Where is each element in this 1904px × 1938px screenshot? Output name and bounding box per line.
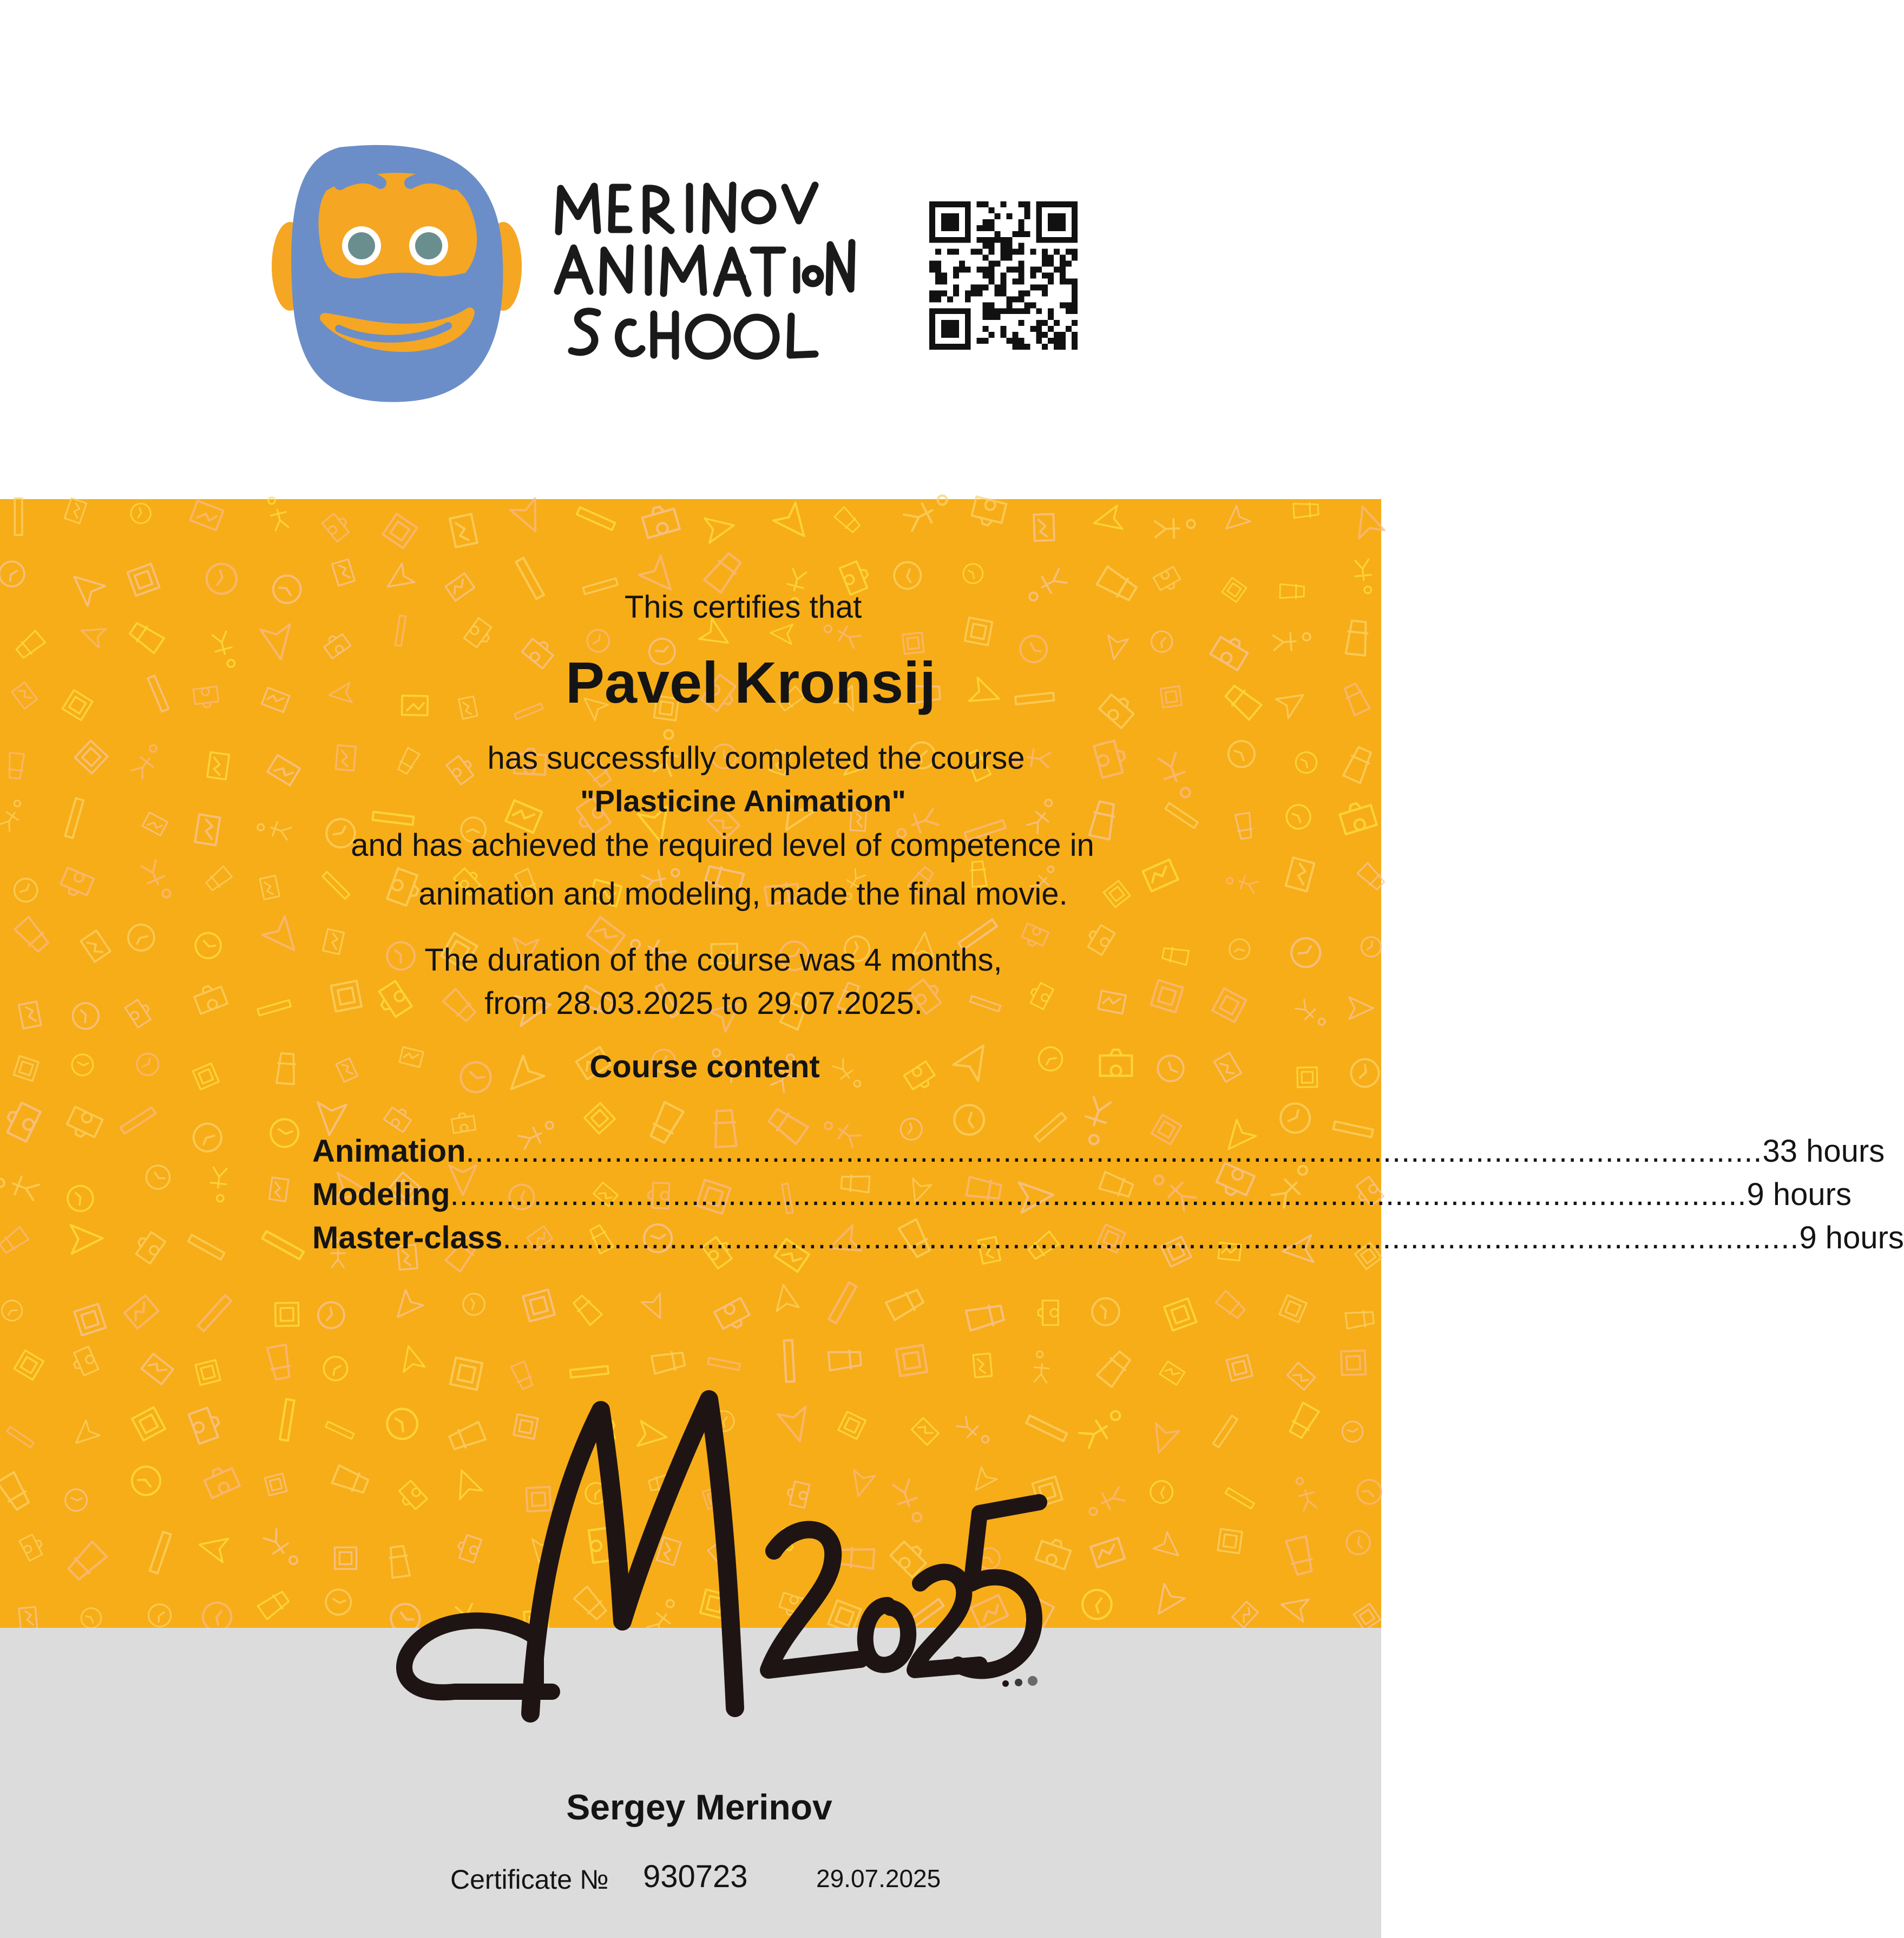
doodle-icon — [772, 1283, 799, 1311]
school-wordmark-logo — [548, 179, 872, 379]
doodle-icon — [6, 1423, 34, 1451]
doodle-icon — [890, 558, 924, 592]
doodle-icon — [398, 1344, 425, 1372]
doodle-icon — [1216, 1291, 1246, 1320]
doodle-icon — [450, 514, 477, 547]
doodle-icon — [1294, 502, 1318, 518]
doodle-icon — [896, 1345, 927, 1376]
dot-leader: ............................................................................................................................................ — [502, 1220, 1800, 1255]
duration-line: The duration of the course was 4 months, — [424, 942, 1002, 978]
doodle-icon — [265, 1114, 304, 1153]
subject-label: Modeling — [312, 1177, 450, 1212]
doodle-icon — [1286, 1536, 1314, 1575]
recipient-name: Pavel Kronsij — [565, 650, 936, 715]
doodle-icon — [961, 562, 984, 585]
doodle-icon — [705, 1345, 743, 1383]
course-hours-list — [312, 1133, 1904, 1263]
doodle-icon — [1153, 1532, 1185, 1563]
doodle-icon — [835, 507, 861, 534]
doodle-icon — [74, 1304, 106, 1335]
doodle-icon — [1278, 1593, 1309, 1622]
doodle-icon — [1155, 519, 1196, 539]
doodle-icon — [1160, 1361, 1185, 1385]
doodle-icon — [69, 1420, 100, 1450]
doodle-icon — [764, 1336, 814, 1386]
doodle-icon — [0, 1472, 31, 1511]
doodle-icon — [67, 1184, 94, 1212]
doodle-icon — [1209, 1415, 1242, 1448]
hours-row — [312, 1176, 1852, 1220]
doodle-icon — [1345, 1529, 1372, 1556]
doodle-icon — [65, 1107, 103, 1142]
doodle-icon — [1353, 1475, 1387, 1509]
subject-hours: 33 hours — [1762, 1134, 1885, 1169]
doodle-icon — [575, 497, 617, 540]
completed-line: has successfully completed the course — [487, 741, 1025, 776]
doodle-icon — [389, 1290, 423, 1325]
doodle-icon — [1147, 1423, 1179, 1457]
doodle-icon — [1034, 514, 1054, 541]
doodle-icon — [641, 503, 680, 538]
doodle-icon — [2, 1100, 41, 1141]
competence-line: and has achieved the required level of competence in — [351, 828, 1094, 863]
doodle-icon — [1224, 1483, 1255, 1514]
doodle-icon — [704, 552, 743, 593]
dot-leader: ............................................................................................................................................ — [450, 1177, 1747, 1212]
doodle-icon — [322, 511, 352, 542]
doodle-icon — [67, 1542, 107, 1582]
doodle-icon — [0, 1169, 40, 1202]
doodle-icon — [523, 1289, 555, 1321]
subject-label: Master-class — [312, 1220, 503, 1255]
final-movie-line: animation and modeling, made the final movie. — [418, 876, 1068, 912]
doodle-icon — [142, 1161, 174, 1194]
doodle-icon — [510, 499, 548, 538]
handwritten-signature — [373, 1389, 1055, 1724]
doodle-icon — [209, 1167, 228, 1202]
doodle-icon — [1226, 1355, 1252, 1381]
doodle-icon — [14, 1350, 43, 1379]
doodle-icon — [1279, 1295, 1307, 1322]
qr-code-icon — [929, 201, 1078, 350]
doodle-icon — [1164, 1298, 1197, 1331]
doodle-icon — [461, 1291, 488, 1318]
doodle-icon — [319, 1353, 351, 1385]
certificate-header — [0, 0, 1381, 499]
doodle-icon — [572, 1294, 602, 1325]
signer-name: Sergey Merinov — [566, 1787, 832, 1827]
mascot-logo-icon — [275, 142, 518, 404]
doodle-icon — [1147, 1477, 1177, 1507]
doodle-icon — [1038, 1300, 1058, 1325]
doodle-icon — [973, 1353, 992, 1377]
certifies-intro: This certifies that — [624, 590, 862, 625]
doodle-icon — [262, 1528, 300, 1570]
doodle-icon — [886, 1287, 925, 1320]
doodle-icon — [511, 1361, 534, 1390]
doodle-icon — [829, 1350, 862, 1371]
doodle-icon — [705, 513, 736, 543]
doodle-icon — [144, 1600, 175, 1631]
doodle-icon — [120, 1102, 157, 1139]
doodle-icon — [124, 1295, 159, 1328]
doodle-icon — [1097, 1350, 1132, 1387]
doodle-icon — [970, 496, 1006, 528]
doodle-icon — [19, 1607, 37, 1630]
doodle-icon — [0, 1227, 29, 1255]
doodle-icon — [773, 503, 815, 545]
doodle-icon — [258, 1590, 290, 1620]
doodle-icon — [1287, 1363, 1315, 1390]
doodle-icon — [1079, 1408, 1127, 1449]
certificate-number: 930723 — [643, 1859, 748, 1894]
doodle-icon — [196, 1533, 228, 1562]
doodle-icon — [1, 1300, 23, 1321]
hours-row — [312, 1220, 1904, 1263]
doodle-icon — [62, 1485, 91, 1515]
doodle-icon — [196, 1295, 233, 1332]
doodle-icon — [313, 1297, 350, 1334]
doodle-icon — [451, 1112, 476, 1133]
doodle-icon — [384, 1104, 413, 1132]
doodle-icon — [1092, 506, 1122, 535]
doodle-icon — [1077, 1585, 1118, 1625]
doodle-icon — [187, 1228, 226, 1267]
doodle-icon — [1350, 502, 1384, 539]
doodle-icon — [195, 1360, 220, 1385]
doodle-icon — [714, 1298, 752, 1334]
doodle-icon — [71, 1224, 103, 1254]
doodle-icon — [191, 1121, 225, 1155]
doodle-icon — [1219, 506, 1251, 536]
doodle-icon — [0, 495, 41, 539]
doodle-icon — [64, 498, 87, 523]
doodle-icon — [1033, 1351, 1050, 1383]
doodle-icon — [1091, 1297, 1120, 1327]
doodle-icon — [321, 1585, 356, 1620]
doodle-icon — [261, 1223, 306, 1268]
doodle-icon — [1232, 1601, 1258, 1627]
dates-line: from 28.03.2025 to 29.07.2025. — [484, 986, 923, 1021]
doodle-icon — [1295, 1475, 1318, 1511]
doodle-icon — [315, 1102, 346, 1136]
certificate-date: 29.07.2025 — [816, 1864, 941, 1893]
doodle-icon — [450, 1358, 482, 1390]
doodle-icon — [383, 514, 417, 548]
doodle-icon — [1340, 1419, 1365, 1444]
doodle-icon — [275, 1302, 299, 1326]
doodle-icon — [585, 1103, 615, 1134]
doodle-icon — [269, 1177, 288, 1201]
doodle-icon — [127, 500, 154, 527]
doodle-icon — [132, 1229, 165, 1263]
doodle-icon — [1288, 1403, 1319, 1439]
subject-label: Animation — [312, 1134, 466, 1169]
doodle-icon — [1085, 1486, 1125, 1517]
doodle-icon — [1354, 1603, 1380, 1630]
doodle-icon — [19, 1533, 46, 1561]
doodle-icon — [202, 1463, 240, 1498]
doodle-icon — [137, 1529, 183, 1576]
subject-hours: 9 hours — [1799, 1220, 1904, 1255]
certificate-number-label: Certificate № — [450, 1864, 609, 1895]
doodle-icon — [141, 1354, 173, 1384]
doodle-icon — [335, 1547, 357, 1569]
doodle-icon — [1218, 1529, 1242, 1553]
doodle-icon — [1345, 1310, 1374, 1329]
subject-hours: 9 hours — [1747, 1177, 1852, 1212]
doodle-icon — [652, 1350, 685, 1374]
doodle-icon — [70, 1346, 99, 1377]
doodle-icon — [126, 1461, 166, 1501]
hours-row — [312, 1133, 1885, 1176]
doodle-icon — [1276, 1099, 1314, 1137]
doodle-icon — [132, 1407, 165, 1441]
doodle-icon — [0, 557, 29, 591]
doodle-icon — [966, 1303, 1004, 1331]
doodle-icon — [1148, 1584, 1185, 1621]
doodle-icon — [190, 501, 224, 530]
doodle-icon — [267, 1345, 292, 1380]
doodle-icon — [1091, 1538, 1125, 1567]
doodle-icon — [332, 1465, 370, 1495]
doodle-icon — [820, 1281, 864, 1325]
doodle-icon — [189, 1406, 224, 1444]
course-content-title: Course content — [589, 1049, 820, 1084]
doodle-icon — [263, 1396, 311, 1444]
doodle-icon — [266, 495, 290, 531]
doodle-icon — [641, 1293, 669, 1322]
dot-leader: ............................................................................................................................................ — [465, 1134, 1763, 1169]
doodle-icon — [1341, 1351, 1365, 1375]
doodle-icon — [567, 1350, 612, 1394]
course-name: "Plasticine Animation" — [580, 784, 906, 818]
doodle-icon — [332, 559, 354, 586]
doodle-icon — [324, 1415, 356, 1446]
doodle-icon — [265, 1474, 287, 1496]
doodle-icon — [770, 623, 792, 644]
